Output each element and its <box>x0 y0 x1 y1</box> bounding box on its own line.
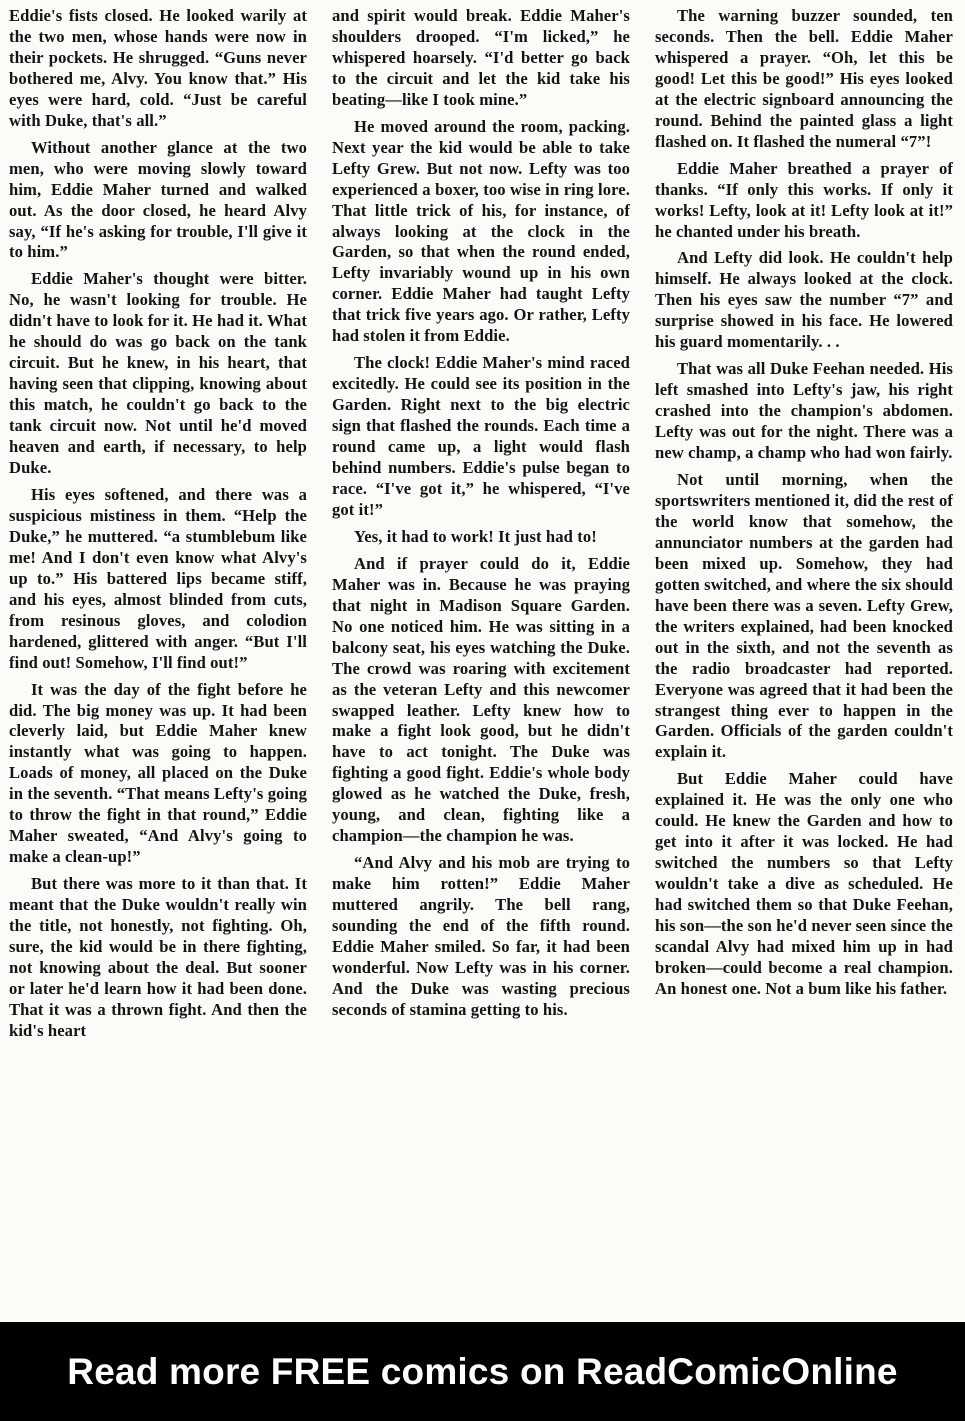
paragraph: And if prayer could do it, Eddie Maher was in. Because he was praying that night in Madison Square Garden. No one noticed him. He was sitting in a balcony seat, his eyes watching the Duke. The crowd was roaring with excitement as the veteran Lefty and this newcomer swapped leather. Lefty knew how to make a fight look good, but he didn't have to act tonight. The Duke was fighting a good fight. Eddie's whole body glowed as he watched the Duke, fresh, young, and clean, fighting like a champion—the champion he was. <box>332 553 630 846</box>
paragraph: Eddie's fists closed. He looked warily at the two men, whose hands were now in their pockets. He shrugged. “Guns never bothered me, Alvy. You know that.” His eyes were hard, cold. “Just be careful with Duke, that's all.” <box>9 6 307 130</box>
paragraph: But Eddie Maher could have explained it. He was the only one who could. He knew the Garden and how to get into it after it was locked. He had switched the numbers so that Lefty wouldn't take a dive as scheduled. He had switched them so that Duke Feehan, his son—the son he'd never seen since the scandal Alvy had mixed him up in had broken—could become a real champion. An honest one. Not a bum like his father. <box>655 769 953 998</box>
paragraph: and spirit would break. Eddie Maher's shoulders drooped. “I'm licked,” he whispered hoarsely. “I'd better go back to the circuit and let the kid take his beating—like I took mine.” <box>332 6 630 109</box>
paragraph: The clock! Eddie Maher's mind raced excitedly. He could see its position in the Garden. Right next to the big electric sign that flashed the rounds. Each time a round came up, a light would flash behind numbers. Eddie's pulse began to race. “I've got it,” he whispered, “I've got it!” <box>332 353 630 519</box>
paragraph: Without another glance at the two men, who were moving slowly toward him, Eddie Maher turned and walked out. As the door closed, he heard Alvy say, “If he's asking for trouble, I'll give it to him.” <box>9 137 307 262</box>
paragraph: Eddie Maher's thought were bitter. No, he wasn't looking for trouble. He didn't have to look for it. He had it. What he should do was go back on the tank circuit. But he knew, in his heart, that having seen that clipping, knowing about this match, he couldn't go back to the tank circuit now. Not until he'd moved heaven and earth, if necessary, to help Duke. <box>9 269 307 478</box>
paragraph: The warning buzzer sounded, ten seconds. Then the bell. Eddie Maher whispered a prayer. “Oh, let this be good! Let this be good!” His eyes looked at the electric signboard announcing the round. Behind the painted glass a light flashed on. It flashed the numeral “7”! <box>655 6 953 151</box>
promo-banner-text[interactable]: Read more FREE comics on ReadComicOnline <box>67 1350 898 1392</box>
promo-banner[interactable] <box>0 1322 965 1421</box>
paragraph: And Lefty did look. He couldn't help himself. He always looked at the clock. Then his eyes saw the number “7” and surprise showed in his face. He lowered his guard momentarily. . . <box>655 248 953 352</box>
paragraph: Not until morning, when the sportswriters mentioned it, did the rest of the world know that somehow, the annunciator numbers at the garden had been mixed up. Somehow, they had gotten switched, and where the six should have been there was a seven. Lefty Grew, the writers explained, had been knocked out in the sixth, and not the seventh as the radio broadcaster had reported. Everyone was agreed that it had been the strangest thing ever to happen in the Garden. Officials of the garden couldn't explain it. <box>655 470 953 762</box>
text-column-1 <box>9 6 307 1316</box>
text-column-2 <box>332 6 630 1316</box>
paragraph: Eddie Maher breathed a prayer of thanks. “If only this works. If only it works! Lefty, look at it! Lefty look at it!” he chanted under his breath. <box>655 158 953 241</box>
paragraph: It was the day of the fight before he did. The big money was up. It had been cleverly laid, but Eddie Maher knew instantly what was going to happen. Loads of money, all placed on the Duke in the seventh. “That means Lefty's going to throw the fight in that round,” Eddie Maher sweated, “And Alvy's going to make a clean-up!” <box>9 679 307 867</box>
paragraph: He moved around the room, packing. Next year the kid would be able to take Lefty Grew. But not now. Lefty was too experienced a boxer, too wise in ring lore. That little trick of his, for instance, of always looking at the clock in the Garden, so that when the round ended, Lefty invariably wound up in his own corner. Eddie Maher had taught Lefty that trick five years ago. Or rather, Lefty had stolen it from Eddie. <box>332 116 630 346</box>
paragraph: His eyes softened, and there was a suspicious mistiness in them. “Help the Duke,” he muttered. “a stumblebum like me! And I don't even know what Alvy's up to.” His battered lips became stiff, and his eyes, almost blinded from cuts, from resinous gloves, and colodion hardened, glittered with anger. “But I'll find out! Somehow, I'll find out!” <box>9 484 307 672</box>
text-column-3 <box>655 6 953 1316</box>
paragraph: Yes, it had to work! It just had to! <box>354 526 597 546</box>
paragraph: That was all Duke Feehan needed. His left smashed into Lefty's jaw, his right crashed into the champion's abdomen. Lefty was out for the night. There was a new champ, a champ who had won fairly. <box>655 359 953 463</box>
paragraph: “And Alvy and his mob are trying to make him rotten!” Eddie Maher muttered angrily. The bell rang, sounding the end of the fifth round. Eddie Maher smiled. So far, it had been wonderful. Now Lefty was in his corner. And the Duke was wasting precious seconds of stamina getting to his. <box>332 853 630 1019</box>
paragraph: But there was more to it than that. It meant that the Duke wouldn't really win the title, not honestly, not fighting. Oh, sure, the kid would be in there fighting, not knowing about the deal. But sooner or later he'd learn how it had been done. That it was a thrown fight. And then the kid's heart <box>9 874 307 1040</box>
